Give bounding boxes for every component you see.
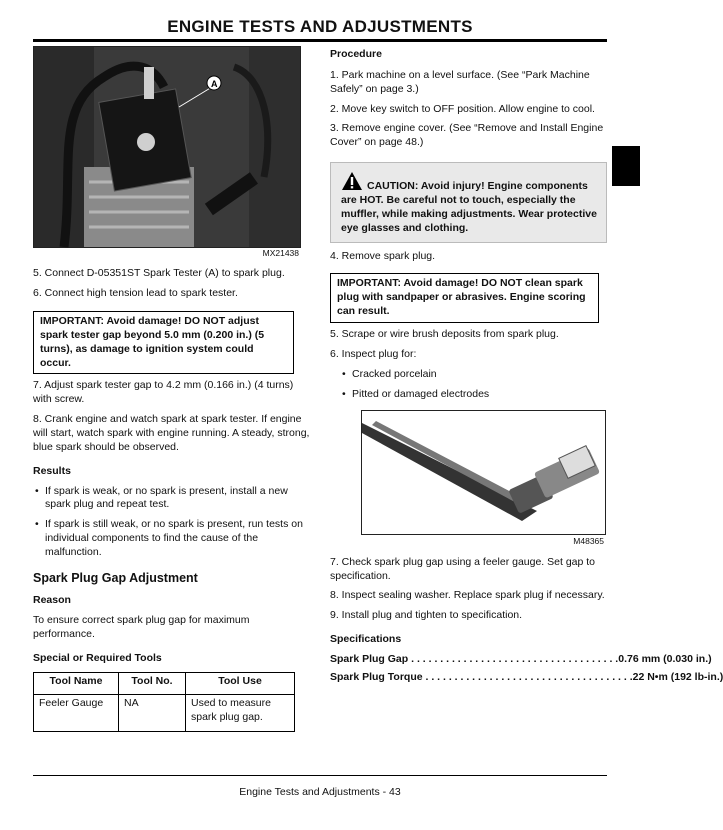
results-item: • If spark is still weak, or no spark is present, run tests on individual components to find the cause of the malfunction.	[33, 518, 310, 560]
callout-a: A	[211, 79, 218, 89]
step-8-right: 8. Inspect sealing washer. Replace spark plug if necessary.	[330, 589, 605, 602]
title-rule	[33, 39, 607, 42]
page-title: ENGINE TESTS AND ADJUSTMENTS	[167, 17, 473, 36]
step-8-left: 8. Crank engine and watch spark at spark tester. If engine will start, watch spark with engine running. A steady, strong, blue spark should be observed.	[33, 413, 310, 453]
caution-box	[330, 162, 607, 242]
step-6-right: 6. Inspect plug for:	[330, 347, 417, 360]
table-header-cell: Tool No.	[119, 672, 186, 694]
spec-value: 0.76 mm (0.030 in.)	[618, 652, 712, 665]
section-heading: Spark Plug Gap Adjustment	[33, 570, 198, 585]
inspect-item: • Pitted or damaged electrodes	[340, 388, 607, 402]
tools-heading: Special or Required Tools	[33, 651, 162, 664]
step-6-left: 6. Connect high tension lead to spark tester.	[33, 287, 238, 300]
results-heading: Results	[33, 464, 71, 477]
figure2-caption: M48365	[573, 536, 604, 547]
feeler-gauge-photo	[361, 410, 606, 535]
spec-name: Spark Plug Torque	[330, 670, 423, 683]
step-5-right: 5. Scrape or wire brush deposits from spark plug.	[330, 328, 559, 341]
reason-heading: Reason	[33, 594, 71, 607]
step-3: 3. Remove engine cover. (See “Remove and Install Engine Cover” on page 48.)	[330, 122, 604, 149]
tools-table	[33, 672, 295, 732]
spec-leader-dots: . . . . . . . . . . . . . . . . . . . . . . . . . . . . . . . . . . . .	[408, 652, 619, 665]
table-cell: Used to measure spark plug gap.	[186, 694, 295, 731]
step-7-right: 7. Check spark plug gap using a feeler gauge. Set gap to specification.	[330, 555, 596, 582]
important-notice-2: IMPORTANT: Avoid damage! DO NOT clean spark plug with sandpaper or abrasives. Engine scoring can result.	[330, 273, 599, 323]
table-cell: NA	[119, 694, 186, 731]
procedure-heading: Procedure	[330, 48, 382, 60]
feeler-gauge-illustration	[362, 411, 605, 534]
spark-tester-photo	[33, 46, 301, 248]
spec-leader-dots: . . . . . . . . . . . . . . . . . . . . . . . . . . . . . . . . . . . .	[422, 670, 633, 683]
spec-row	[330, 652, 712, 667]
right-column	[330, 48, 723, 685]
caution-text: CAUTION: Avoid injury! Engine components are HOT. Be careful not to touch, especially the muffler, while making adjustments. Wear protective eye glasses and clothing.	[341, 180, 597, 234]
spec-value: 22 N•m (192 lb-in.)	[632, 670, 723, 683]
table-header-row	[34, 672, 295, 694]
section-tab-marker	[612, 146, 640, 186]
spec-name: Spark Plug Gap	[330, 652, 409, 665]
step-4: 4. Remove spark plug.	[330, 249, 436, 262]
spec-row	[330, 670, 723, 685]
reason-text: To ensure correct spark plug gap for maximum performance.	[33, 614, 250, 641]
table-header-cell: Tool Use	[186, 672, 295, 694]
step-7-left: 7. Adjust spark tester gap to 4.2 mm (0.166 in.) (4 turns) with screw.	[33, 379, 294, 406]
table-row	[34, 694, 295, 731]
page-footer: Engine Tests and Adjustments - 43	[239, 786, 401, 798]
inspect-item: • Cracked porcelain	[340, 368, 607, 382]
left-column	[33, 46, 310, 732]
footer-rule	[33, 775, 607, 776]
table-cell: Feeler Gauge	[34, 694, 119, 731]
step-2: 2. Move key switch to OFF position. Allow engine to cool.	[330, 102, 595, 115]
step-5-left: 5. Connect D-05351ST Spark Tester (A) to spark plug.	[33, 267, 285, 280]
results-item: • If spark is weak, or no spark is present, install a new spark plug and repeat test.	[33, 485, 310, 513]
spark-tester-illustration	[34, 47, 300, 247]
step-9-right: 9. Install plug and tighten to specification.	[330, 609, 523, 622]
table-header-cell: Tool Name	[34, 672, 119, 694]
step-1: 1. Park machine on a level surface. (See “Park Machine Safely” on page 3.)	[330, 68, 590, 95]
warning-triangle-icon	[341, 171, 363, 191]
specifications-heading: Specifications	[330, 633, 402, 646]
figure1-caption: MX21438	[262, 248, 299, 258]
important-notice-1: IMPORTANT: Avoid damage! DO NOT adjust spark tester gap beyond 5.0 mm (0.200 in.) (5 turns), as damage to ignition system could occur.	[33, 311, 294, 374]
